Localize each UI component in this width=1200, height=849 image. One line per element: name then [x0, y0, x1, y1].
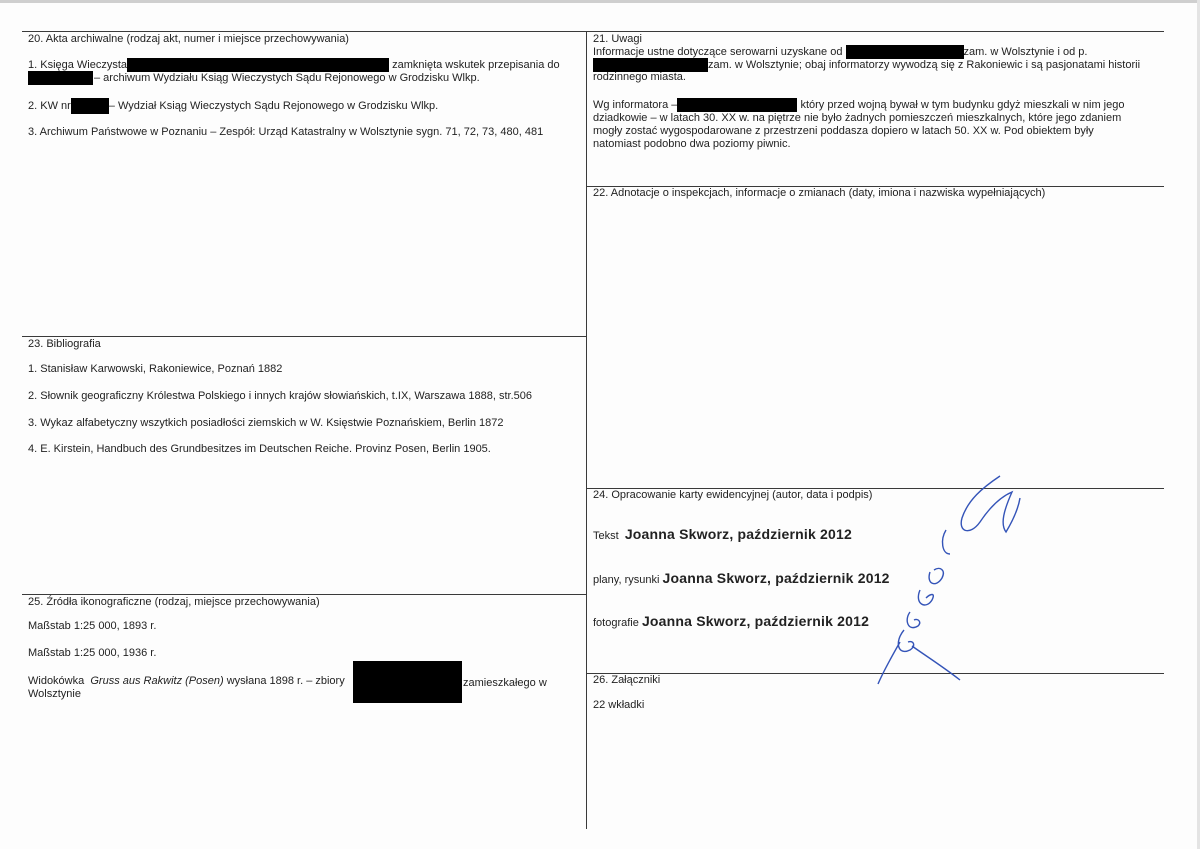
frame-middle-divider: [586, 31, 587, 829]
section-25-title: 25. Źródła ikonograficzne (rodzaj, miejsce przechowywania): [28, 596, 320, 608]
archive-item-1-line-2: – archiwum Wydziału Ksiąg Wieczystych Sądu Rejonowego w Grodzisku Wlkp.: [94, 72, 480, 84]
author-row-plans: [593, 572, 890, 587]
bibliography-item: 2. Słownik geograficzny Królestwa Polskiego i innych krajów słowiańskich, t.IX, Warszawa 1888, str.506: [28, 390, 532, 402]
section-26-title: 26. Załączniki: [593, 674, 661, 686]
attachments-value: 22 wkładki: [593, 699, 645, 711]
redaction-block: [71, 98, 109, 114]
remarks-line-2: [593, 58, 1140, 72]
redaction-block: [28, 71, 93, 85]
remarks-line-6: mogły zostać wygospodarowane z przestrzeni poddasza dopiero w latach 50. XX w. Pod obiektem były: [593, 125, 1094, 137]
remarks-text: Informacje ustne dotyczące serowarni uzyskane od: [593, 45, 843, 58]
remarks-text: zam. w Wolsztynie; obaj informatorzy wywodzą się z Rakoniewic i są pasjonatami historii: [708, 58, 1141, 71]
postcard-label: Widokówka: [28, 675, 85, 687]
postcard-text-cont: zamieszkałego w: [463, 677, 547, 689]
archive-item-1-text: zamknięta wskutek przepisania do: [392, 58, 560, 71]
author-row-label: plany, rysunki: [593, 574, 660, 586]
archive-item-2-text: – Wydział Ksiąg Wieczystych Sądu Rejonowego w Grodzisku Wlkp.: [108, 99, 439, 112]
redaction-block: [846, 45, 964, 59]
postcard-text: wysłana 1898 r. – zbiory: [226, 675, 345, 687]
postcard-text-cont: Wolsztynie: [28, 688, 81, 700]
bibliography-item: 4. E. Kirstein, Handbuch des Grundbesitzes im Deutschen Reiche. Provinz Posen, Berlin 1905.: [28, 443, 491, 455]
remarks-text: Wg informatora –: [593, 98, 678, 111]
remarks-text: zam. w Wolsztynie i od p.: [963, 45, 1088, 58]
section-21-title: 21. Uwagi: [593, 33, 642, 45]
redaction-block: [127, 58, 389, 72]
author-row-value: Joanna Skworz, październik 2012: [624, 526, 852, 542]
archive-item-2: [28, 98, 438, 114]
redaction-block: [593, 58, 708, 72]
archive-item-3: 3. Archiwum Państwowe w Poznaniu – Zespół: Urząd Katastralny w Wolsztynie sygn. 71, 72, 73, 480, 481: [28, 126, 544, 138]
bibliography-item: 3. Wykaz alfabetyczny wszytkich posiadłości ziemskich w W. Księstwie Poznańskiem, Berlin 1872: [28, 417, 504, 429]
section-20-title: 20. Akta archiwalne (rodzaj akt, numer i miejsce przechowywania): [28, 33, 349, 45]
remarks-line-3: rodzinnego miasta.: [593, 71, 686, 83]
page-edge: [0, 0, 1200, 3]
author-row-label: fotografie: [593, 617, 639, 629]
author-row-text: [593, 528, 852, 543]
archive-item-2-label: 2. KW nr: [28, 99, 71, 112]
iconographic-item: Maßstab 1:25 000, 1893 r.: [28, 620, 157, 632]
author-row-photos: [593, 615, 869, 630]
frame-top-line: [22, 31, 1164, 32]
redaction-block: [677, 98, 797, 112]
remarks-text: który przed wojną bywał w tym budynku gdyż mieszkali w nim jego: [800, 98, 1125, 111]
postcard-title: Gruss aus Rakwitz (Posen): [90, 675, 224, 687]
author-row-value: Joanna Skworz, październik 2012: [641, 613, 870, 629]
divider-23-25: [22, 594, 586, 595]
divider-20-23: [22, 336, 586, 337]
archive-item-1-line-1: [28, 58, 560, 72]
redaction-block: [353, 661, 462, 703]
iconographic-item-postcard: [28, 675, 345, 688]
handwritten-signature: [870, 470, 1030, 690]
archive-item-1-label: 1. Księga Wieczysta: [28, 58, 128, 71]
author-row-label: Tekst: [593, 530, 619, 542]
remarks-line-7: natomiast podobno dwa poziomy piwnic.: [593, 138, 791, 150]
section-24-title: 24. Opracowanie karty ewidencyjnej (autor, data i podpis): [593, 489, 873, 501]
bibliography-item: 1. Stanisław Karwowski, Rakoniewice, Poznań 1882: [28, 363, 283, 375]
remarks-line-4: [593, 98, 1124, 112]
section-22-title: 22. Adnotacje o inspekcjach, informacje o zmianach (daty, imiona i nazwiska wypełniających): [593, 187, 1046, 199]
author-row-value: Joanna Skworz, październik 2012: [662, 570, 890, 586]
remarks-line-5: dziadkowie – w latach 30. XX w. na piętrze nie było żadnych pomieszczeń mieszkalnych, które jego zdaniem: [593, 112, 1122, 124]
remarks-line-1: [593, 45, 1087, 59]
iconographic-item: Maßstab 1:25 000, 1936 r.: [28, 647, 157, 659]
section-23-title: 23. Bibliografia: [28, 338, 101, 350]
